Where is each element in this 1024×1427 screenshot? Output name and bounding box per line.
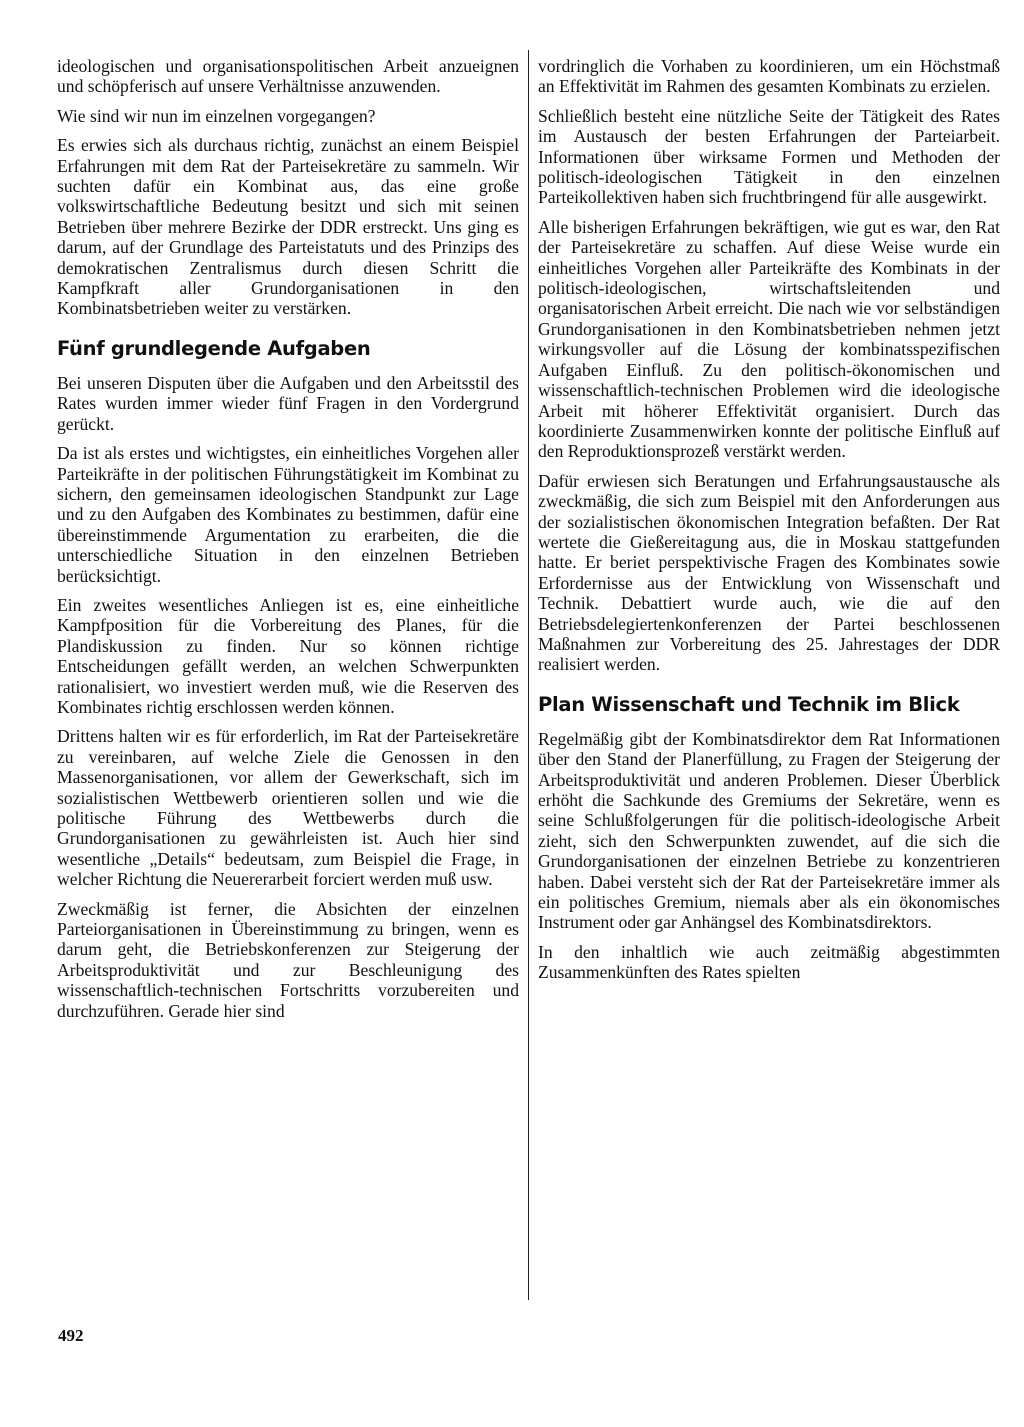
paragraph: Dafür erwiesen sich Beratungen und Erfahrungsaustausche als zweckmäßig, die sich zum Beispiel mit den Anforderungen aus der sozialistischen ökonomischen Integration befaßten. Der Rat wertete die Gießereitagung aus, die in Moskau stattgefunden hatte. Er beriet perspektivische Fragen des Kombinates sowie Erfordernisse aus der Entwicklung von Wissenschaft und Technik. Debattiert wurde auch, wie die auf den Betriebsdelegiertenkonferenzen der Partei beschlossenen Maßnahmen zur Vorbereitung des 25. Jahrestages der DDR realisiert werden.: [538, 470, 1000, 675]
paragraph: Regelmäßig gibt der Kombinatsdirektor dem Rat Informationen über den Stand der Planerfüllung, zu Fragen der Steigerung der Arbeitsproduktivität und anderen Problemen. Dieser Überblick erhöht die Sachkunde des Gremiums der Sekretäre, wenn es seine Schlußfolgerungen für die politisch-ideologische Arbeit zieht, sich den Schwerpunkten zuwendet, auf die sich die Grundorganisationen der einzelnen Betriebe zu konzentrieren haben. Dabei versteht sich der Rat der Parteisekretäre immer als ein politisches Gremium, niemals aber als ein ökonomisches Instrument oder gar Anhängsel des Kombinatsdirektors.: [538, 728, 1000, 933]
section-heading: Plan Wissenschaft und Technik im Blick: [538, 692, 960, 716]
paragraph: Alle bisherigen Erfahrungen bekräftigen, wie gut es war, den Rat der Parteisekretäre zu schaffen. Auf diese Weise wurde ein einheitliches Vorgehen aller Parteikräfte des Kombinats in der politisch-ideologischen, wirtschaftsleitenden und organisatorischen Arbeit erreicht. Die nach wie vor selbständigen Grundorganisationen in den Kombinatsbetrieben nehmen jetzt wirkungsvoller auf die Lösung der kombinatsspezifischen Aufgaben Einfluß. Zu den politisch-ökonomischen und wissenschaftlich-technischen Problemen wird die ideologische Arbeit mit höherer Effektivität organisiert. Durch das koordinierte Zusammenwirken konnte der politische Einfluß auf den Reproduktionsprozeß verstärkt werden.: [538, 216, 1000, 462]
section-heading: Fünf grundlegende Aufgaben: [57, 336, 371, 360]
paragraph: Zweckmäßig ist ferner, die Absichten der einzelnen Parteiorganisationen in Übereinstimmung zu bringen, wenn es darum geht, die Betriebskonferenzen zur Steigerung der Arbeitsproduktivität und zur Beschleunigung des wissenschaftlich-technischen Fortschritts vorzubereiten und durchzuführen. Gerade hier sind: [57, 898, 519, 1021]
right-column: [538, 56, 1000, 992]
paragraph: In den inhaltlich wie auch zeitmäßig abgestimmten Zusammenkünften des Rates spielten: [538, 941, 1000, 983]
paragraph: Drittens halten wir es für erforderlich, im Rat der Parteisekretäre zu vereinbaren, auf welche Ziele die Genossen in den Massenorganisationen, vor allem der Gewerkschaft, sich im sozialistischen Wettbewerb orientieren sollen und wie die politische Führung des Wettbewerbs durch die Grundorganisationen zu gewährleisten ist. Auch hier sind wesentliche „Details“ bedeutsam, zum Beispiel die Frage, in welcher Richtung die Neuererarbeit forciert werden muß usw.: [57, 726, 519, 890]
paragraph: Bei unseren Disputen über die Aufgaben und den Arbeitsstil des Rates wurden immer wieder fünf Fragen in den Vordergrund gerückt.: [57, 372, 519, 434]
paragraph: Da ist als erstes und wichtigstes, ein einheitliches Vorgehen aller Parteikräfte in der politischen Führungstätigkeit im Kombinat zu sichern, den gemeinsamen ideologischen Standpunkt zur Lage und zu den Aufgaben des Kombinates zu bestimmen, dafür eine übereinstimmende Argumentation zu erarbeiten, die die unterschiedliche Situation in den einzelnen Betrieben berücksichtigt.: [57, 443, 519, 586]
paragraph: Ein zweites wesentliches Anliegen ist es, eine einheitliche Kampfposition für die Vorbereitung des Planes, für die Plandiskussion zu finden. Nur so können richtige Entscheidungen gefällt werden, an welchen Schwerpunkten rationalisiert, wo investiert werden muß, wie die Reserven des Kombinates richtig erschlossen werden können.: [57, 594, 519, 717]
column-divider: [528, 50, 529, 1300]
paragraph: vordringlich die Vorhaben zu koordinieren, um ein Höchstmaß an Effektivität im Rahmen des gesamten Kombinats zu erzielen.: [538, 56, 1000, 97]
paragraph: Wie sind wir nun im einzelnen vorgegangen?: [57, 105, 376, 126]
left-column: [57, 56, 519, 1030]
page-number: 492: [58, 1326, 84, 1345]
paragraph: ideologischen und organisationspolitischen Arbeit anzueignen und schöpferisch auf unsere Verhältnisse anzuwenden.: [57, 56, 519, 97]
paragraph: Schließlich besteht eine nützliche Seite der Tätigkeit des Rates im Austausch der besten Erfahrungen der Parteiarbeit. Informationen über wirksame Formen und Methoden der politisch-ideologischen Tätigkeit in den einzelnen Parteikollektiven haben sich fruchtbringend für alle ausgewirkt.: [538, 105, 1000, 208]
paragraph: Es erwies sich als durchaus richtig, zunächst an einem Beispiel Erfahrungen mit dem Rat der Parteisekretäre zu sammeln. Wir suchten dafür ein Kombinat aus, das eine große volkswirtschaftliche Bedeutung besitzt und sich mit seinen Betrieben über mehrere Bezirke der DDR erstreckt. Uns ging es darum, auf der Grundlage des Parteistatuts und des Prinzips des demokratischen Zentralismus durch diesen Schritt die Kampfkraft aller Grundorganisationen in den Kombinatsbetrieben weiter zu verstärken.: [57, 135, 519, 319]
